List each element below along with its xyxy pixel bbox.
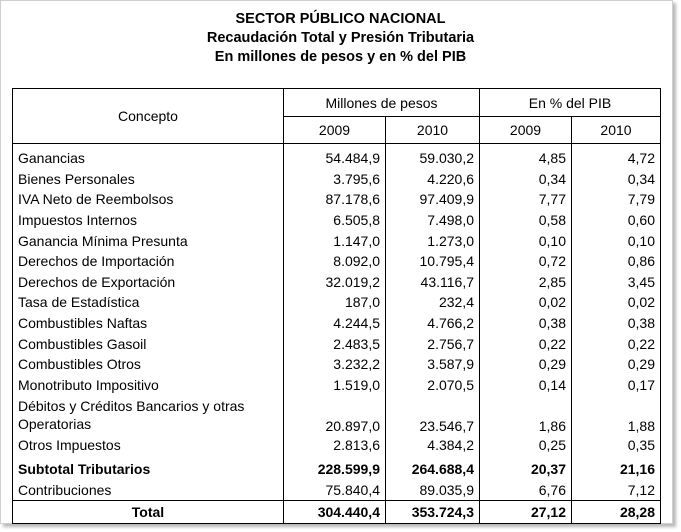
row-value: 0,14 (480, 375, 572, 396)
row-label: Ganancias (13, 144, 284, 169)
row-value: 2,85 (480, 272, 572, 293)
title-block (0, 10, 681, 67)
table-row (13, 189, 661, 210)
title-line-2: Recaudación Total y Presión Tributaria (206, 30, 475, 46)
row-value: 0,22 (572, 333, 661, 354)
table-row (13, 292, 661, 313)
row-value: 4.384,2 (386, 435, 480, 456)
table-row (13, 144, 661, 169)
row-value: 0,38 (480, 313, 572, 334)
row-value: 2.813,6 (284, 435, 386, 456)
row-value: 353.724,3 (386, 500, 480, 523)
table-body (13, 144, 661, 524)
row-value: 228.599,9 (284, 456, 386, 480)
row-label: Bienes Personales (13, 169, 284, 190)
row-value: 0,29 (572, 354, 661, 375)
row-value: 75.840,4 (284, 479, 386, 500)
row-value: 232,4 (386, 292, 480, 313)
row-value: 59.030,2 (386, 144, 480, 169)
row-value: 0,34 (572, 169, 661, 190)
row-label: Tasa de Estadística (13, 292, 284, 313)
row-label: Total (13, 500, 284, 523)
row-value: 0,58 (480, 210, 572, 231)
row-value: 264.688,4 (386, 456, 480, 480)
row-value: 0,86 (572, 251, 661, 272)
row-value: 7,12 (572, 479, 661, 500)
row-value: 7,79 (572, 189, 661, 210)
row-value: 0,25 (480, 435, 572, 456)
header-year: 2009 (284, 117, 386, 144)
row-value: 0,72 (480, 251, 572, 272)
row-value: 0,60 (572, 210, 661, 231)
title-line-1: SECTOR PÚBLICO NACIONAL (235, 11, 446, 27)
row-value: 6,76 (480, 479, 572, 500)
row-value: 2.070,5 (386, 375, 480, 396)
row-value: 23.546,7 (386, 395, 480, 435)
row-value: 0,22 (480, 333, 572, 354)
row-value: 187,0 (284, 292, 386, 313)
row-value: 87.178,6 (284, 189, 386, 210)
table-row (13, 395, 661, 435)
row-label: Impuestos Internos (13, 210, 284, 231)
row-value: 1,88 (572, 395, 661, 435)
row-value: 20,37 (480, 456, 572, 480)
row-value: 20.897,0 (284, 395, 386, 435)
row-value: 1.519,0 (284, 375, 386, 396)
row-value: 0,10 (572, 230, 661, 251)
table-row (13, 230, 661, 251)
row-label: Monotributo Impositivo (13, 375, 284, 396)
row-value: 1.147,0 (284, 230, 386, 251)
header-year: 2010 (386, 117, 480, 144)
row-value: 4.244,5 (284, 313, 386, 334)
row-label: Subtotal Tributarios (13, 456, 284, 480)
subtotal-row (13, 456, 661, 480)
table-row (13, 210, 661, 231)
table-row (13, 333, 661, 354)
row-value: 8.092,0 (284, 251, 386, 272)
row-value: 10.795,4 (386, 251, 480, 272)
row-value: 0,02 (572, 292, 661, 313)
row-label: Derechos de Exportación (13, 272, 284, 293)
row-value: 4,85 (480, 144, 572, 169)
row-label: Débitos y Créditos Bancarios y otras Operatorias (13, 395, 284, 435)
table-row (13, 375, 661, 396)
row-label: Derechos de Importación (13, 251, 284, 272)
header-millones: Millones de pesos (284, 89, 480, 117)
row-value: 89.035,9 (386, 479, 480, 500)
total-row (13, 500, 661, 523)
header-pib: En % del PIB (480, 89, 661, 117)
row-value: 97.409,9 (386, 189, 480, 210)
row-value: 0,35 (572, 435, 661, 456)
row-value: 54.484,9 (284, 144, 386, 169)
row-value: 1,86 (480, 395, 572, 435)
table-row (13, 313, 661, 334)
row-value: 0,34 (480, 169, 572, 190)
row-value: 7.498,0 (386, 210, 480, 231)
row-value: 28,28 (572, 500, 661, 523)
row-value: 4,72 (572, 144, 661, 169)
row-value: 6.505,8 (284, 210, 386, 231)
row-label: IVA Neto de Reembolsos (13, 189, 284, 210)
contribuciones-row (13, 479, 661, 500)
row-value: 3.587,9 (386, 354, 480, 375)
row-value: 0,10 (480, 230, 572, 251)
row-label: Combustibles Gasoil (13, 333, 284, 354)
row-label: Combustibles Naftas (13, 313, 284, 334)
row-value: 32.019,2 (284, 272, 386, 293)
row-value: 7,77 (480, 189, 572, 210)
row-value: 0,29 (480, 354, 572, 375)
row-value: 304.440,4 (284, 500, 386, 523)
row-label: Otros Impuestos (13, 435, 284, 456)
row-value: 3.795,6 (284, 169, 386, 190)
row-value: 21,16 (572, 456, 661, 480)
row-value: 2.483,5 (284, 333, 386, 354)
row-value: 2.756,7 (386, 333, 480, 354)
row-value: 3,45 (572, 272, 661, 293)
table-row (13, 272, 661, 293)
table-row (13, 169, 661, 190)
row-label: Ganancia Mínima Presunta (13, 230, 284, 251)
row-label: Combustibles Otros (13, 354, 284, 375)
row-value: 1.273,0 (386, 230, 480, 251)
row-value: 4.220,6 (386, 169, 480, 190)
title-line-3: En millones de pesos y en % del PIB (214, 49, 467, 65)
row-value: 43.116,7 (386, 272, 480, 293)
row-value: 0,38 (572, 313, 661, 334)
header-concepto: Concepto (13, 89, 284, 144)
table-row (13, 435, 661, 456)
row-value: 3.232,2 (284, 354, 386, 375)
row-value: 27,12 (480, 500, 572, 523)
table-row (13, 251, 661, 272)
row-value: 0,17 (572, 375, 661, 396)
row-value: 4.766,2 (386, 313, 480, 334)
table-row (13, 354, 661, 375)
header-year: 2009 (480, 117, 572, 144)
row-value: 0,02 (480, 292, 572, 313)
row-label: Contribuciones (13, 479, 284, 500)
header-year: 2010 (572, 117, 661, 144)
revenue-table (12, 88, 661, 524)
